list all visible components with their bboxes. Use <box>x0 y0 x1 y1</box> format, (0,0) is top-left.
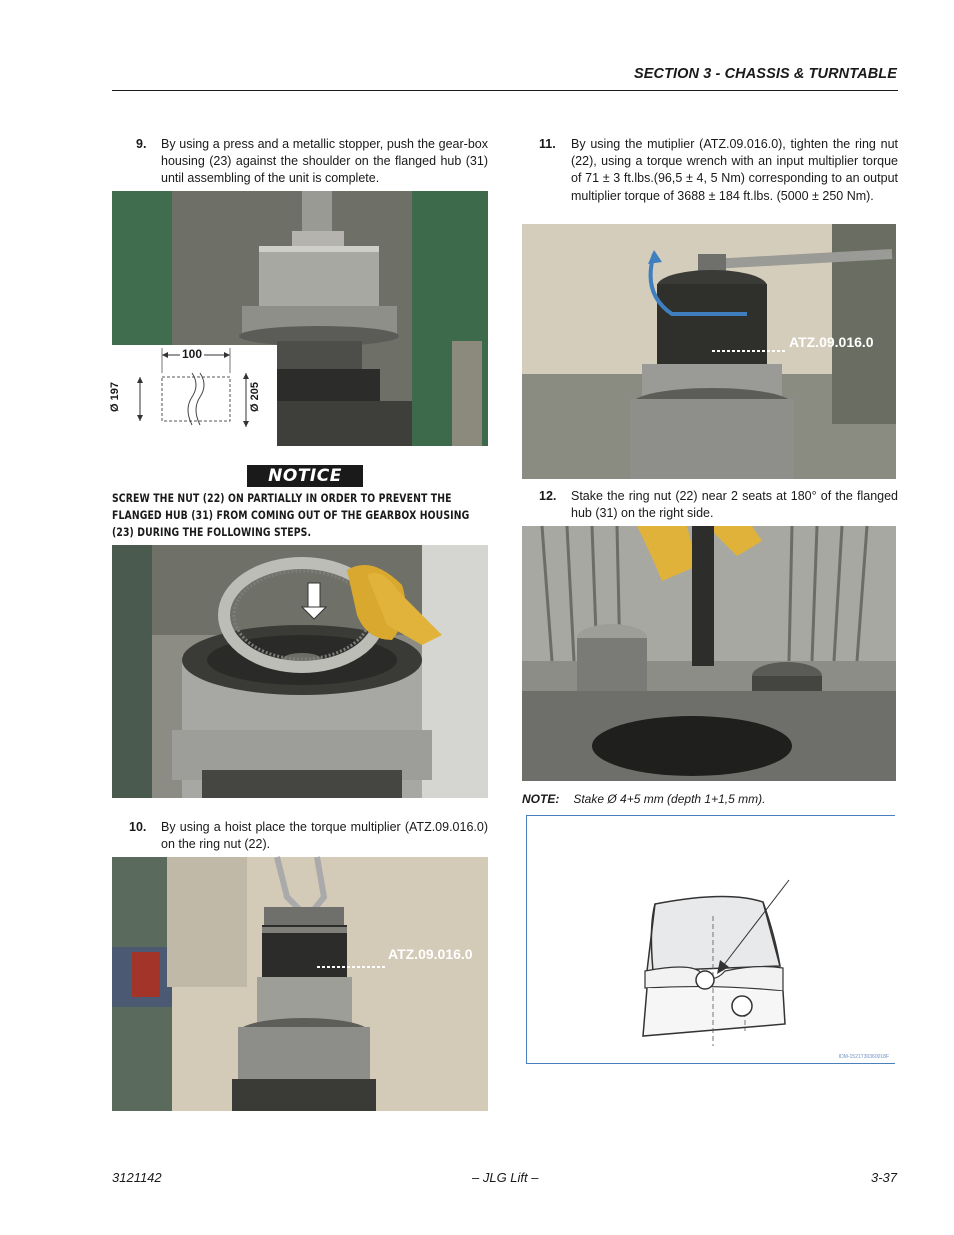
note <box>522 792 765 806</box>
step-11 <box>522 136 898 224</box>
staking-photo <box>522 526 896 781</box>
step-number: 12. <box>539 489 557 503</box>
dim-outer-label: Ø 205 <box>248 382 261 412</box>
staking-diagram <box>526 815 895 1064</box>
torque-wrench-photo <box>522 224 896 479</box>
page-number: 3-37 <box>870 1170 897 1185</box>
step-9 <box>112 136 488 190</box>
publisher-footer: – JLG Lift – <box>472 1170 539 1185</box>
tool-label: ATZ.09.016.0 <box>789 334 874 350</box>
step-number: 9. <box>136 137 147 151</box>
step-number: 11. <box>539 137 556 151</box>
step-text: Stake the ring nut (22) near 2 seats at 180° of the flanged hub (31) on the right side. <box>571 489 898 521</box>
step-text: By using a press and a metallic stopper, push the gear-box housing (23) against the shoulder on the flanged hub (31) until assembling of the unit is complete. <box>161 137 488 186</box>
hoist-multiplier-photo <box>112 857 488 1111</box>
step-12 <box>522 488 898 524</box>
notice-text: SCREW THE NUT (22) ON PARTIALLY IN ORDER TO PREVENT THE FLANGED HUB (31) FROM COMING OUT OF THE GEARBOX HOUSING (23) DURING THE FOLLOWING STEPS. <box>112 492 470 540</box>
step-number: 10. <box>129 820 147 834</box>
header-divider <box>112 90 898 91</box>
step-text: By using a hoist place the torque multiplier (ATZ.09.016.0) on the ring nut (22). <box>161 820 488 852</box>
diagram-id: IDM-1521T30360018F <box>838 1054 889 1060</box>
step-10 <box>112 819 488 855</box>
section-title: SECTION 3 - CHASSIS & TURNTABLE <box>633 66 897 82</box>
tool-label: ATZ.09.016.0 <box>388 946 473 962</box>
note-text: Stake Ø 4+5 mm (depth 1+1,5 mm). <box>573 792 766 806</box>
dimension-drawing <box>108 345 277 446</box>
note-label: NOTE: <box>522 792 560 806</box>
press-photo <box>108 191 488 446</box>
step-text: By using the mutiplier (ATZ.09.016.0), tighten the ring nut (22), using a torque wrench with an input multiplier torque of 71 ± 3 ft.lbs.(96,5 ± 4, 5 Nm) corresponding to an output multiplier torque of 3688 ± 184 ft.lbs. (5000 ± 250 Nm). <box>571 137 898 203</box>
dim-width-label: 100 <box>182 347 203 361</box>
doc-number: 3121142 <box>112 1170 162 1185</box>
notice-badge: NOTICE <box>247 465 363 487</box>
dim-inner-label: Ø 197 <box>108 382 121 412</box>
ring-gear-photo <box>112 545 488 798</box>
